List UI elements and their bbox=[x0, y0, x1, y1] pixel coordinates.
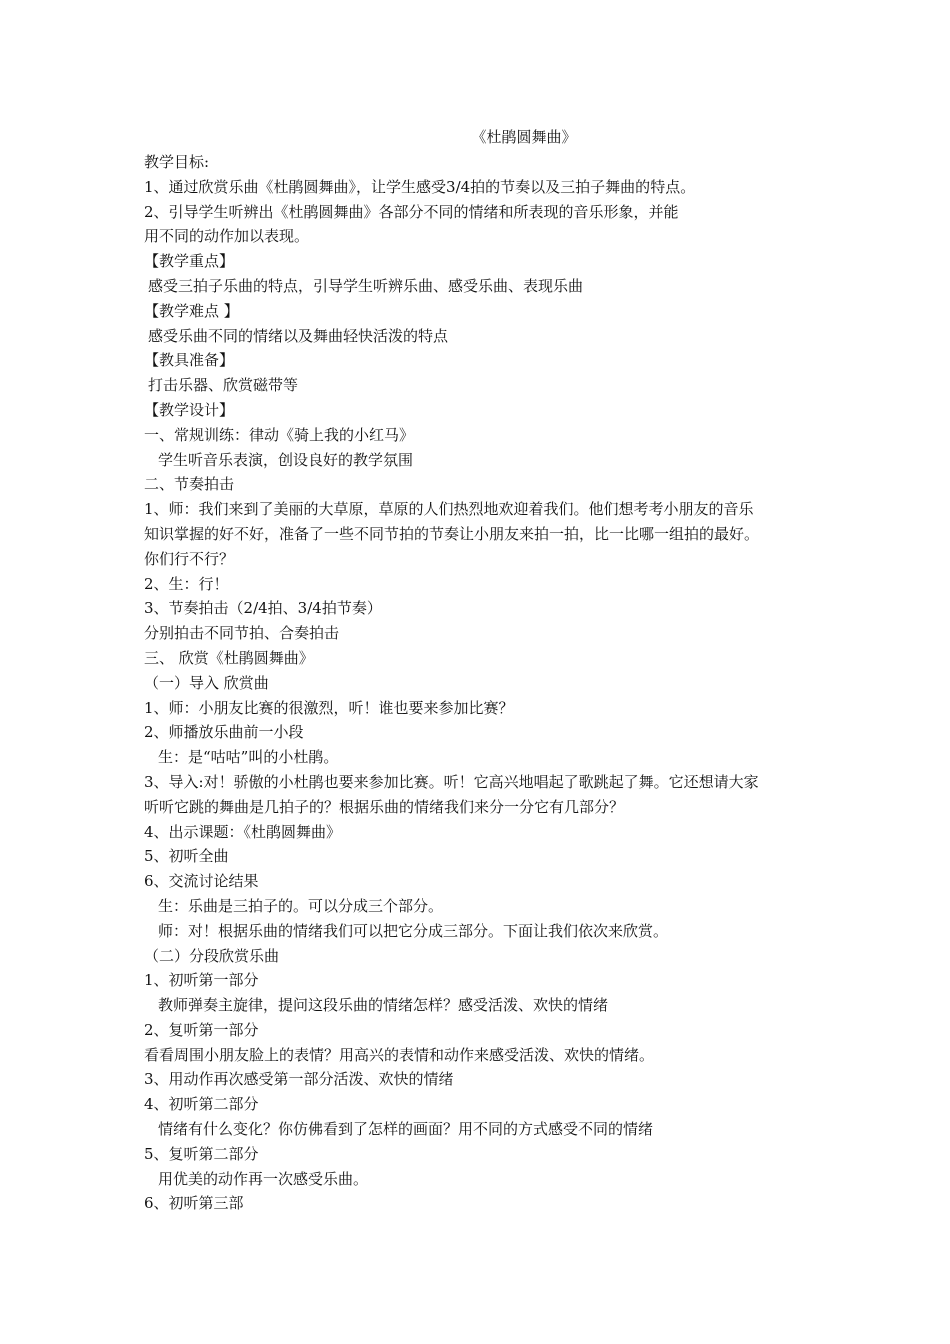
text-line: 教师弹奏主旋律，提问这段乐曲的情绪怎样？感受活泼、欢快的情绪 bbox=[158, 996, 609, 1015]
text-line: 知识掌握的好不好，准备了一些不同节拍的节奏让小朋友来拍一拍，比一比哪一组拍的最好。 bbox=[144, 524, 760, 543]
text-line: 2、引导学生听辨出《杜鹃圆舞曲》各部分不同的情绪和所表现的音乐形象，并能 bbox=[144, 202, 679, 221]
text-line: 看看周围小朋友脸上的表情？用高兴的表情和动作来感受活泼、欢快的情绪。 bbox=[144, 1045, 655, 1064]
document-page bbox=[144, 124, 824, 1216]
text-line: 5、复听第二部分 bbox=[144, 1144, 259, 1163]
document-title: 《杜鹃圆舞曲》 bbox=[471, 128, 577, 146]
text-line: 感受乐曲不同的情绪以及舞曲轻快活泼的特点 bbox=[148, 326, 449, 345]
text-line: 用优美的动作再一次感受乐曲。 bbox=[158, 1169, 369, 1188]
text-line: 1、师：小朋友比赛的很激烈，听！谁也要来参加比赛？ bbox=[144, 698, 514, 717]
text-line: 5、初听全曲 bbox=[144, 847, 229, 866]
text-line: 【教学难点 】 bbox=[144, 301, 239, 320]
text-line: 6、初听第三部 bbox=[144, 1194, 244, 1213]
text-line: 1、初听第一部分 bbox=[144, 971, 259, 990]
text-line: 2、师播放乐曲前一小段 bbox=[144, 723, 304, 742]
text-line: 3、导入:对！骄傲的小杜鹃也要来参加比赛。听！它高兴地唱起了歌跳起了舞。它还想请大家 bbox=[144, 772, 759, 791]
text-line: 打击乐器、欣赏磁带等 bbox=[148, 376, 299, 395]
text-line: 学生听音乐表演，创设良好的教学氛围 bbox=[158, 450, 414, 469]
text-line: 一、常规训练：律动《骑上我的小红马》 bbox=[144, 425, 415, 444]
text-line: 1、通过欣赏乐曲《杜鹃圆舞曲》，让学生感受3/4拍的节奏以及三拍子舞曲的特点。 bbox=[144, 177, 696, 196]
document-body bbox=[144, 150, 824, 1216]
text-line: 1、师：我们来到了美丽的大草原，草原的人们热烈地欢迎着我们。他们想考考小朋友的音乐 bbox=[144, 500, 754, 519]
text-line: 【教具准备】 bbox=[144, 351, 235, 370]
text-line: 2、复听第一部分 bbox=[144, 1020, 259, 1039]
text-line: 生：是“咕咕”叫的小杜鹃。 bbox=[158, 748, 339, 767]
text-line: 4、出示课题：《杜鹃圆舞曲》 bbox=[144, 822, 342, 841]
text-line: 生：乐曲是三拍子的。可以分成三个部分。 bbox=[158, 896, 444, 915]
text-line: 三、 欣赏《杜鹃圆舞曲》 bbox=[144, 648, 314, 667]
text-line: 用不同的动作加以表现。 bbox=[144, 227, 310, 246]
text-line: 你们行不行？ bbox=[144, 549, 235, 568]
text-line: 6、交流讨论结果 bbox=[144, 872, 259, 891]
text-line: 4、初听第二部分 bbox=[144, 1095, 259, 1114]
text-line: （一）导入 欣赏曲 bbox=[144, 673, 269, 692]
text-line: 分别拍击不同节拍、合奏拍击 bbox=[144, 624, 340, 643]
text-line: 教学目标: bbox=[144, 153, 210, 171]
text-line: 感受三拍子乐曲的特点，引导学生听辨乐曲、感受乐曲、表现乐曲 bbox=[148, 276, 584, 295]
text-line: 听听它跳的舞曲是几拍子的？根据乐曲的情绪我们来分一分它有几部分？ bbox=[144, 797, 625, 816]
text-line: 【教学设计】 bbox=[144, 400, 235, 419]
text-line: 二、节奏拍击 bbox=[144, 475, 235, 494]
text-line: 【教学重点】 bbox=[144, 252, 235, 271]
text-line: （二）分段欣赏乐曲 bbox=[144, 946, 280, 965]
text-line: 情绪有什么变化？你仿佛看到了怎样的画面？用不同的方式感受不同的情绪 bbox=[158, 1120, 654, 1139]
text-line: 3、节奏拍击（2/4拍、3/4拍节奏） bbox=[144, 599, 382, 618]
text-line: 师：对！根据乐曲的情绪我们可以把它分成三部分。下面让我们依次来欣赏。 bbox=[158, 921, 669, 940]
text-line: 3、用动作再次感受第一部分活泼、欢快的情绪 bbox=[144, 1070, 454, 1089]
text-line: 2、生：行！ bbox=[144, 574, 229, 593]
